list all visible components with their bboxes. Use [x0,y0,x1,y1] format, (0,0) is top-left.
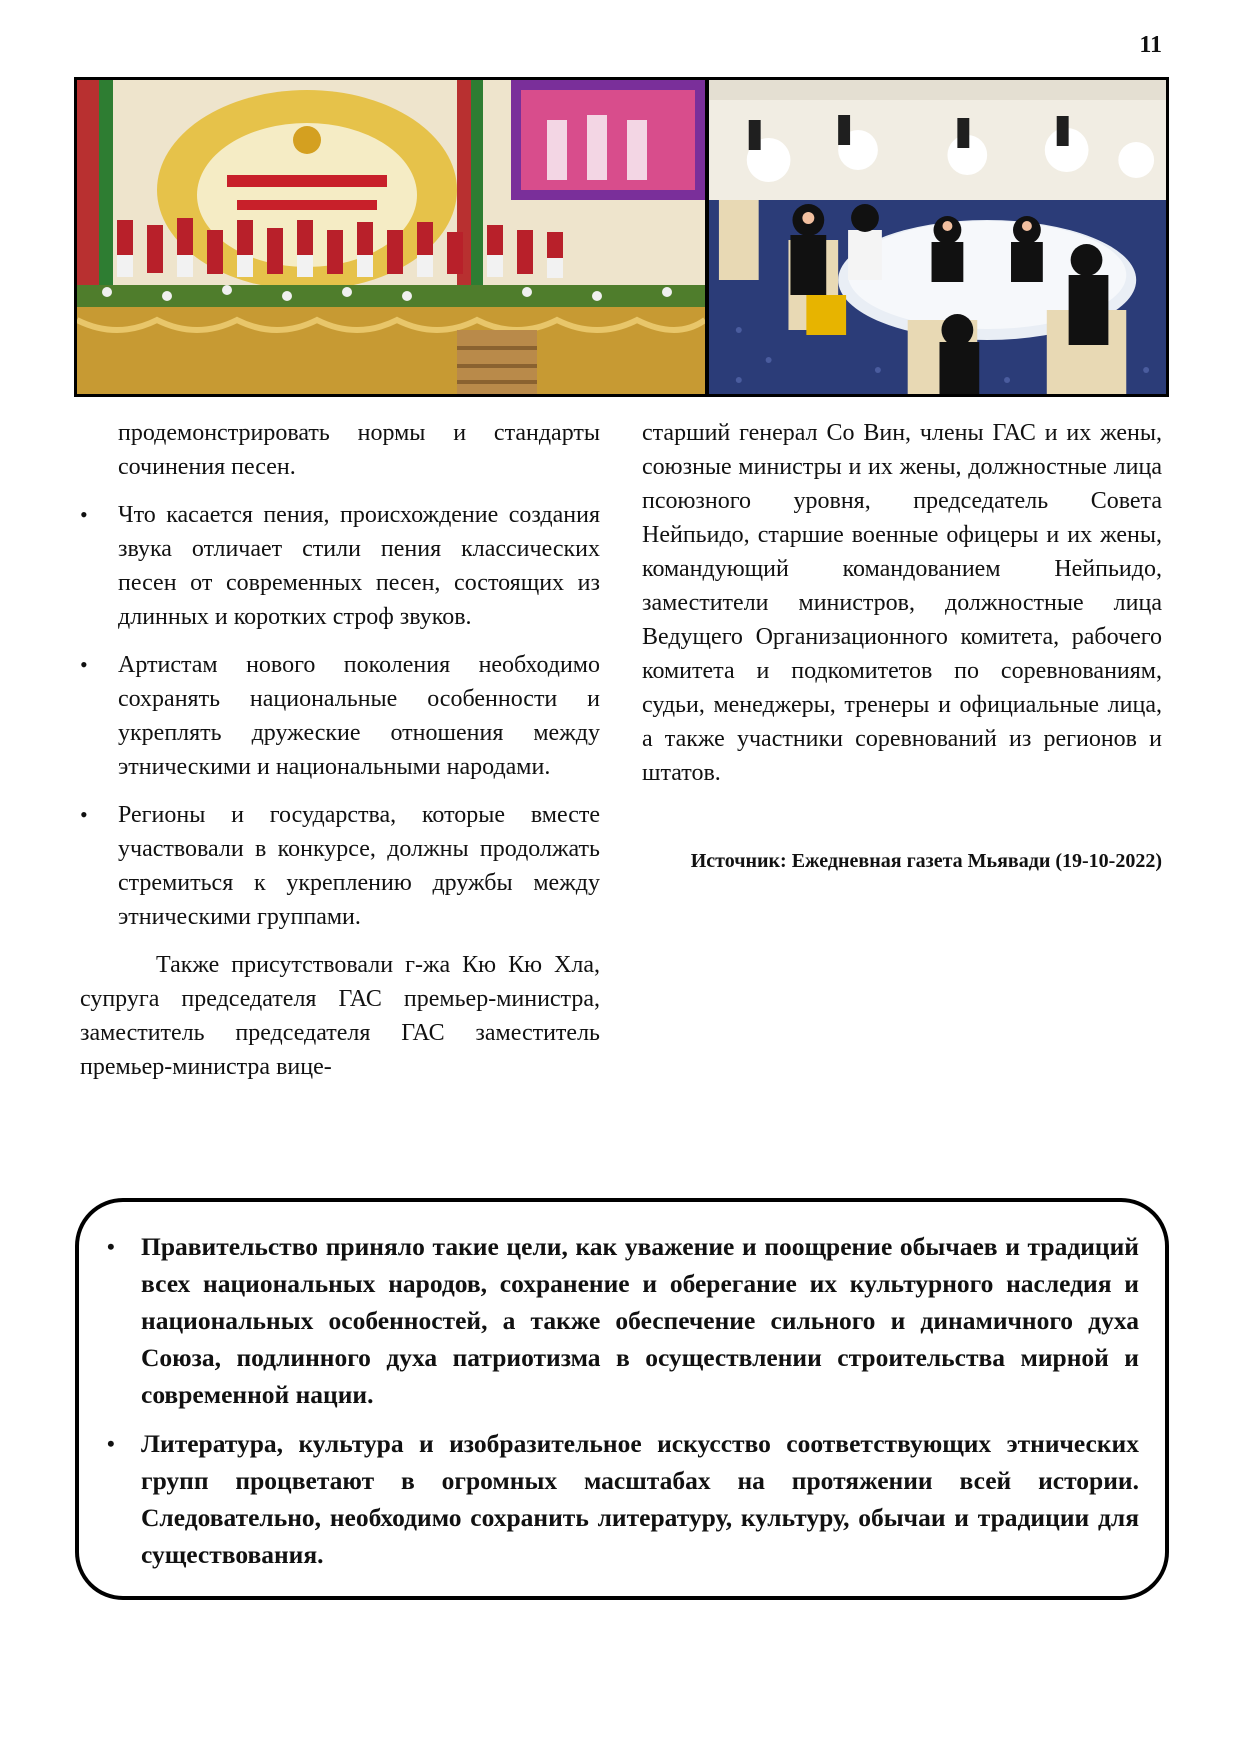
list-item-text: Регионы и государства, которые вместе участвовали в конкурсе, должны продолжать стремиться к укреплению дружбы между этническими группами. [118,802,600,930]
callout-item [107,1425,1139,1573]
banquet-hall-photo [709,80,1166,394]
page-number: 11 [1139,32,1162,58]
bullet-icon: • [80,802,88,827]
stage-dance-photo [77,80,705,394]
bullet-icon: • [107,1431,115,1456]
list-item [80,648,600,784]
callout-list [107,1228,1139,1573]
callout-box [75,1198,1169,1600]
banquet-hall-guests-icon [709,80,1166,394]
attendees-paragraph: старший генерал Со Вин, члены ГАС и их жены, союзные министры и их жены, должностные лица псоюзного уровня, председатель Совета Нейпьидо, старшие военные офицеры и их жены, командующий командованием Нейпьидо, заместители министров, должностные лица Ведущего Организационного комитета, рабочего комитета и подкомитетов по соревнованиям, судьи, менеджеры, тренеры и официальные лица, а также участники соревнований из регионов и штатов. [642,420,1162,786]
list-item-text: Что касается пения, происхождение создания звука отличает стили пения классических песен от современных песен, состоящих из длинных и коротких строф звуков. [118,502,600,630]
list-item [80,798,600,934]
list-item [80,498,600,634]
bullet-list [80,498,600,934]
left-text-column [80,416,600,1084]
list-item-text: Артистам нового поколения необходимо сохранять национальные особенности и укреплять дружеские отношения между этническими и национальными народами. [118,652,600,780]
callout-item [107,1228,1139,1413]
callout-item-text: Литература, культура и изобразительное искусство соответствующих этнических групп процветают в огромных масштабах на протяжении всей истории. Следовательно, необходимо сохранить литературу, культуру, обычаи и традиции для существования. [141,1429,1139,1569]
source-citation: Источник: Ежедневная газета Мьявади (19-10-2022) [690,850,1162,872]
right-text-column [642,416,1162,790]
continuation-paragraph: продемонстрировать нормы и стандарты сочинения песен. [118,420,600,480]
closing-paragraph: Также присутствовали г-жа Кю Кю Хла, супруга председателя ГАС премьер-министра, заместитель председателя ГАС заместитель премьер-министра вице- [80,952,600,1080]
photo-strip [74,77,1169,397]
callout-item-text: Правительство приняло такие цели, как уважение и поощрение обычаев и традиций всех национальных народов, сохранение и оберегание их культурного наследия и национальных особенностей, а также обеспечение сильного и динамичного духа Союза, подлинного духа патриотизма в осуществлении строительства мирной и современной нации. [141,1232,1139,1409]
stage-dance-performance-icon [77,80,705,394]
bullet-icon: • [107,1234,115,1259]
bullet-icon: • [80,652,88,677]
bullet-icon: • [80,502,88,527]
